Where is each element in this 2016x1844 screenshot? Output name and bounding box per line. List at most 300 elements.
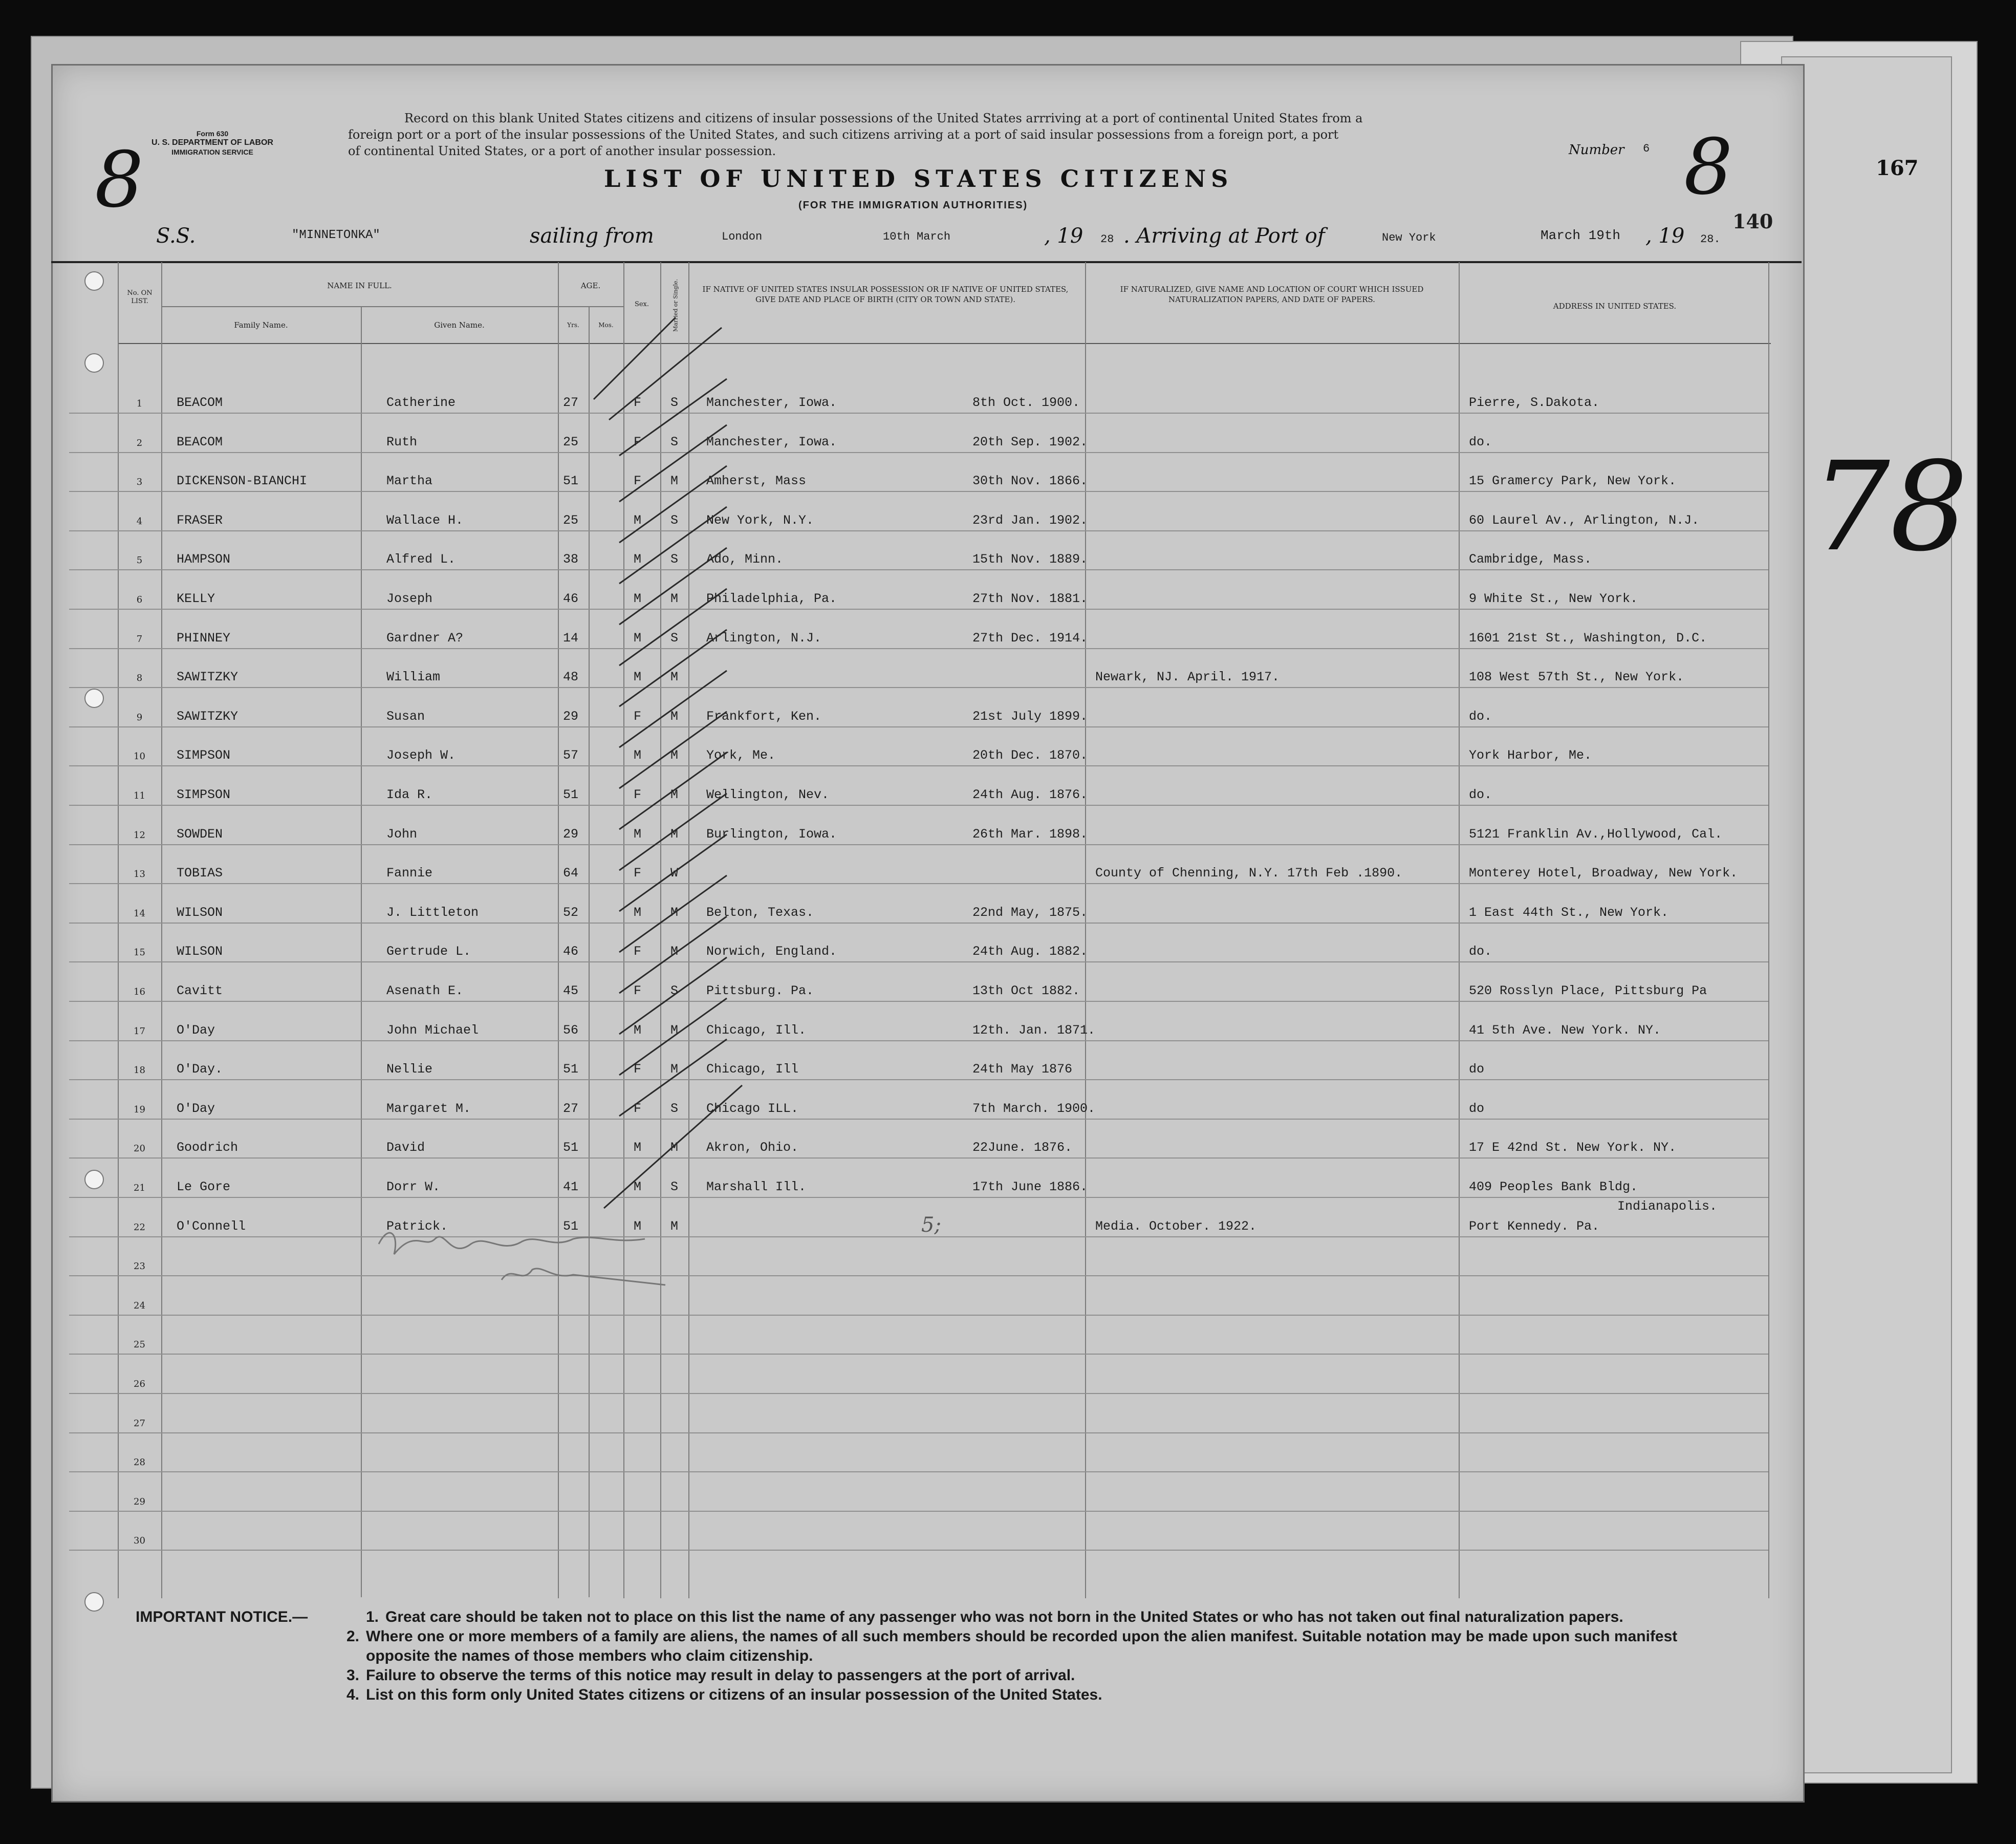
cell-no: 25	[134, 1339, 145, 1350]
notice-heading: IMPORTANT NOTICE.—	[136, 1609, 308, 1625]
cell-sex: M	[634, 748, 642, 763]
cell-no: 27	[134, 1418, 145, 1429]
cell-ms: M	[670, 1062, 679, 1077]
cell-given: Margaret M.	[386, 1101, 471, 1116]
cell-birth-date: 17th June 1886.	[972, 1180, 1088, 1194]
table-top-rule	[51, 261, 1802, 263]
check-stroke	[619, 834, 727, 911]
row-rule	[69, 1040, 1768, 1041]
row-rule	[69, 530, 1768, 531]
form-number: Form 630	[196, 130, 229, 138]
row-rule	[69, 687, 1768, 688]
cell-no: 29	[134, 1496, 145, 1507]
cell-address: 17 E 42nd St. New York. NY.	[1469, 1140, 1677, 1155]
cell-birth-date: 20th Dec. 1870.	[972, 748, 1088, 763]
cell-no: 6	[136, 594, 143, 605]
row-rule	[69, 1511, 1768, 1512]
cell-address: 409 Peoples Bank Bldg.	[1469, 1180, 1638, 1194]
cell-naturalized: Media. October. 1922.	[1095, 1219, 1257, 1234]
check-marks	[589, 287, 776, 1234]
cell-ms: S	[670, 1180, 679, 1194]
row-rule	[69, 726, 1768, 727]
cell-family: TOBIAS	[177, 866, 223, 881]
cell-birth-place: Chicago ILL.	[706, 1101, 799, 1116]
cell-no: 28	[134, 1457, 145, 1468]
cell-given: Gertrude L.	[386, 944, 471, 959]
cell-ms: M	[670, 1140, 679, 1155]
cell-yrs: 25	[563, 435, 579, 449]
header-mos: Mos.	[598, 321, 614, 329]
cell-family: SOWDEN	[177, 827, 223, 842]
row-rule	[69, 765, 1768, 766]
cell-yrs: 51	[563, 1140, 579, 1155]
row-rule	[69, 1119, 1768, 1120]
department: U. S. DEPARTMENT OF LABOR	[151, 138, 273, 147]
cell-family: PHINNEY	[177, 631, 231, 646]
cell-sex: F	[634, 866, 642, 881]
cell-birth-place: Pittsburg. Pa.	[706, 983, 814, 998]
cell-ms: M	[670, 474, 679, 488]
cell-given: Gardner A?	[386, 631, 464, 646]
header-sex: Sex.	[634, 301, 649, 308]
row-rule	[69, 1157, 1768, 1159]
cell-sex: M	[634, 552, 642, 567]
cell-yrs: 57	[563, 748, 579, 763]
cell-given: Asenath E.	[386, 983, 464, 998]
cell-ms: S	[670, 435, 679, 449]
sailing-label: sailing from	[530, 224, 654, 248]
year-prefix-arrival: , 19	[1645, 224, 1685, 248]
col-rule	[161, 262, 162, 1598]
row-rule	[69, 805, 1768, 806]
cell-given: Fannie	[386, 866, 433, 881]
cell-given: John	[386, 827, 418, 842]
cell-sex: F	[634, 983, 642, 998]
cell-no: 8	[136, 673, 143, 683]
check-stroke	[619, 712, 727, 788]
notice-number: 1.	[366, 1609, 379, 1625]
cell-yrs: 29	[563, 827, 579, 842]
ship-name: "MINNETONKA"	[292, 228, 380, 242]
cell-no: 30	[134, 1535, 145, 1546]
cell-given: Dorr W.	[386, 1180, 441, 1194]
from-port: London	[722, 230, 763, 243]
ss-label: S.S.	[156, 224, 196, 248]
punch-hole	[84, 1592, 104, 1612]
check-stroke	[619, 916, 727, 993]
row-rule	[69, 844, 1768, 845]
cell-no: 26	[134, 1379, 145, 1389]
cell-sex: M	[634, 670, 642, 684]
cell-address: Port Kennedy. Pa.	[1469, 1219, 1600, 1234]
cell-no: 20	[134, 1143, 145, 1154]
arrival-port: New York	[1382, 231, 1436, 244]
cell-no: 4	[136, 516, 143, 527]
cell-no: 3	[136, 477, 143, 487]
table-header-rule	[118, 343, 1771, 344]
punch-hole	[84, 353, 104, 373]
cell-given: Nellie	[386, 1062, 433, 1077]
cell-address: do.	[1469, 787, 1492, 802]
cell-given: David	[386, 1140, 425, 1155]
cell-family: KELLY	[177, 591, 215, 606]
cell-given: Patrick.	[386, 1219, 448, 1234]
cell-birth-date: 24th May 1876	[972, 1062, 1073, 1077]
cell-ms: W	[670, 866, 679, 881]
depart-date: 10th March	[883, 230, 951, 243]
punch-hole	[84, 271, 104, 291]
cell-address: do.	[1469, 435, 1492, 449]
check-stroke	[619, 1039, 727, 1116]
cell-birth-place: Frankfort, Ken.	[706, 709, 822, 724]
cell-no: 16	[134, 987, 145, 997]
cell-ms: S	[670, 513, 679, 528]
cell-address: do.	[1469, 709, 1492, 724]
cell-address: do	[1469, 1101, 1485, 1116]
cell-no: 13	[134, 869, 145, 880]
year-prefix: , 19	[1044, 224, 1083, 248]
cell-address: 108 West 57th St., New York.	[1469, 670, 1684, 684]
cell-family: WILSON	[177, 944, 223, 959]
check-stroke	[619, 998, 727, 1075]
cell-birth-place: Chicago, Ill.	[706, 1023, 807, 1038]
check-stroke	[619, 507, 727, 584]
intro-line: foreign port or a port of the insular possessions of the United States, and such citizens arriving at a port of said insular possessions from a foreign port, a port	[348, 127, 1339, 142]
cell-birth-date: 15th Nov. 1889.	[972, 552, 1088, 567]
cell-birth-date: 8th Oct. 1900.	[972, 395, 1080, 410]
cell-yrs: 46	[563, 591, 579, 606]
number-value: 6	[1643, 142, 1650, 155]
row-rule	[69, 1315, 1768, 1316]
cell-family: O'Day.	[177, 1062, 223, 1077]
notice-item: List on this form only United States citizens or citizens of an insular possession of the United States.	[366, 1686, 1102, 1703]
cell-no: 7	[136, 634, 143, 645]
check-stroke	[619, 630, 727, 706]
cell-naturalized: Newark, NJ. April. 1917.	[1095, 670, 1280, 684]
intro-text	[348, 110, 1566, 159]
header-age: AGE.	[580, 281, 601, 290]
notice-number: 3.	[346, 1667, 360, 1684]
cell-no: 18	[134, 1065, 145, 1076]
arrival-year: 28.	[1700, 233, 1721, 246]
cell-family: SIMPSON	[177, 748, 231, 763]
cell-family: Cavitt	[177, 983, 223, 998]
cell-address: do	[1469, 1062, 1485, 1077]
handwritten-right-mark: 8	[1684, 123, 1733, 212]
cell-birth-date: 30th Nov. 1866.	[972, 474, 1088, 488]
cell-sex: M	[634, 591, 642, 606]
cell-yrs: 27	[563, 395, 579, 410]
cell-given: Alfred L.	[386, 552, 456, 567]
cell-family: SAWITZKY	[177, 709, 239, 724]
check-stroke	[619, 794, 727, 870]
cell-ms: M	[670, 591, 679, 606]
col-rule	[361, 307, 362, 1597]
cell-address: 41 5th Ave. New York. NY.	[1469, 1023, 1661, 1038]
cell-birth-place: Manchester, Iowa.	[706, 395, 837, 410]
cell-sex: M	[634, 827, 642, 842]
cell-birth-date: 26th Mar. 1898.	[972, 827, 1088, 842]
cell-sex: M	[634, 1219, 642, 1234]
cell-family: BEACOM	[177, 435, 223, 449]
cell-no: 22	[134, 1222, 145, 1233]
cell-sex: F	[634, 709, 642, 724]
handwritten-left-mark: 8	[95, 136, 144, 225]
service: IMMIGRATION SERVICE	[171, 148, 253, 156]
scribble-mark: 5;	[921, 1213, 941, 1237]
signature-scribble	[368, 1213, 679, 1305]
page-subtitle: (FOR THE IMMIGRATION AUTHORITIES)	[798, 200, 1028, 211]
header-address: ADDRESS IN UNITED STATES.	[1553, 302, 1677, 311]
row-rule	[69, 1550, 1768, 1551]
cell-address: York Harbor, Me.	[1469, 748, 1592, 763]
cell-naturalized: County of Chenning, N.Y. 17th Feb .1890.	[1095, 866, 1403, 881]
check-stroke	[619, 548, 727, 625]
cell-family: DICKENSON-BIANCHI	[177, 474, 308, 488]
cell-no: 17	[134, 1026, 145, 1037]
cell-address: 5121 Franklin Av.,Hollywood, Cal.	[1469, 827, 1723, 842]
row-rule	[69, 1275, 1768, 1276]
row-rule	[69, 1393, 1768, 1394]
notice-item: Where one or more members of a family are aliens, the names of all such members should be recorded upon the alien manifest. Suitable notation may be made upon such manifest opposite the names of those members who claim citizenship.	[366, 1628, 1678, 1664]
list-number: 140	[1732, 210, 1773, 233]
cell-family: O'Connell	[177, 1219, 246, 1234]
arrival-date: March 19th	[1541, 228, 1621, 243]
col-rule	[558, 262, 559, 1598]
cell-birth-place: Norwich, England.	[706, 944, 837, 959]
row-rule	[69, 883, 1768, 884]
check-stroke	[619, 753, 727, 829]
cell-yrs: 14	[563, 631, 579, 646]
cell-birth-place: York, Me.	[706, 748, 776, 763]
cell-birth-place: Arlington, N.J.	[706, 631, 822, 646]
cell-ms: M	[670, 1023, 679, 1038]
check-stroke	[619, 466, 727, 543]
cell-sex: M	[634, 905, 642, 920]
cell-family: SIMPSON	[177, 787, 231, 802]
cell-family: O'Day	[177, 1101, 215, 1116]
cell-yrs: 51	[563, 1062, 579, 1077]
cell-sex: F	[634, 944, 642, 959]
back-sheet	[1781, 56, 1952, 1773]
cell-family: WILSON	[177, 905, 223, 920]
cell-birth-date: 13th Oct 1882.	[972, 983, 1080, 998]
check-stroke	[619, 379, 727, 456]
cell-address: 60 Laurel Av., Arlington, N.J.	[1469, 513, 1700, 528]
cell-ms: M	[670, 670, 679, 684]
notice-number: 2.	[346, 1628, 360, 1645]
cell-address: Cambridge, Mass.	[1469, 552, 1592, 567]
cell-address: 520 Rosslyn Place, Pittsburg Pa	[1469, 983, 1707, 998]
row-rule	[69, 961, 1768, 962]
cell-ms: S	[670, 395, 679, 410]
check-stroke	[619, 589, 727, 666]
cell-ms: S	[670, 1101, 679, 1116]
cell-no: 11	[134, 790, 145, 801]
cell-no: 9	[136, 712, 143, 723]
cell-yrs: 25	[563, 513, 579, 528]
cell-sex: F	[634, 787, 642, 802]
cell-address: Pierre, S.Dakota.	[1469, 395, 1600, 410]
row-rule	[69, 1471, 1768, 1472]
row-rule	[69, 1079, 1768, 1080]
cell-yrs: 51	[563, 474, 579, 488]
cell-family: O'Day	[177, 1023, 215, 1038]
header-naturalized: IF NATURALIZED, GIVE NAME AND LOCATION OF COURT WHICH ISSUED NATURALIZATION PAPERS, AND DATE OF PAPERS.	[1120, 285, 1424, 304]
page-title: LIST OF UNITED STATES CITIZENS	[604, 165, 1233, 192]
cell-birth-place: Philadelphia, Pa.	[706, 591, 837, 606]
cell-given: Joseph	[386, 591, 433, 606]
cell-birth-date: 27th Nov. 1881.	[972, 591, 1088, 606]
cell-yrs: 46	[563, 944, 579, 959]
cell-sex: M	[634, 1140, 642, 1155]
cell-birth-place: Manchester, Iowa.	[706, 435, 837, 449]
check-stroke	[619, 957, 727, 1034]
cell-address: 9 White St., New York.	[1469, 591, 1638, 606]
cell-given: Susan	[386, 709, 425, 724]
header-birth: IF NATIVE OF UNITED STATES INSULAR POSSESSION OR IF NATIVE OF UNITED STATES, GIVE DATE AND PLACE OF BIRTH (CITY OR TOWN AND STATE).	[702, 285, 1069, 304]
cell-birth-place: New York, N.Y.	[706, 513, 814, 528]
header-yrs: Yrs.	[567, 321, 579, 329]
cell-yrs: 51	[563, 1219, 579, 1234]
cell-given: John Michael	[386, 1023, 479, 1038]
cell-birth-place: Marshall Ill.	[706, 1180, 807, 1194]
cell-given: Martha	[386, 474, 433, 488]
arriving-label: . Arriving at Port of	[1123, 224, 1325, 248]
cell-sex: F	[634, 1062, 642, 1077]
cell-address: do.	[1469, 944, 1492, 959]
cell-ms: S	[670, 552, 679, 567]
cell-given: Wallace H.	[386, 513, 464, 528]
cell-yrs: 56	[563, 1023, 579, 1038]
cell-no: 2	[136, 438, 143, 448]
cell-yrs: 48	[563, 670, 579, 684]
row-rule	[69, 1354, 1768, 1355]
punch-hole	[84, 689, 104, 708]
cell-yrs: 51	[563, 787, 579, 802]
cell-family: FRASER	[177, 513, 223, 528]
cell-address: 1601 21st St., Washington, D.C.	[1469, 631, 1707, 646]
cell-sex: F	[634, 1101, 642, 1116]
cell-birth-place: Burlington, Iowa.	[706, 827, 837, 842]
notice-item: Failure to observe the terms of this notice may result in delay to passengers at the port of arrival.	[366, 1667, 1075, 1684]
row-rule	[69, 1432, 1768, 1433]
header-marital: Married or Single.	[672, 279, 679, 332]
row-rule	[69, 413, 1768, 414]
cell-sex: M	[634, 631, 642, 646]
col-rule	[1459, 262, 1460, 1598]
header-name-in-full: NAME IN FULL.	[327, 281, 392, 290]
address-continuation: Indianapolis.	[1617, 1199, 1718, 1214]
depart-year: 28	[1100, 233, 1114, 246]
cell-birth-date: 12th. Jan. 1871.	[972, 1023, 1096, 1038]
cell-ms: M	[670, 827, 679, 842]
cell-birth-date: 20th Sep. 1902.	[972, 435, 1088, 449]
cell-yrs: 52	[563, 905, 579, 920]
cell-no: 21	[134, 1183, 145, 1193]
cell-given: Joseph W.	[386, 748, 456, 763]
check-stroke	[619, 875, 727, 952]
cell-ms: M	[670, 709, 679, 724]
cell-address: Monterey Hotel, Broadway, New York.	[1469, 866, 1738, 881]
row-rule	[69, 452, 1768, 453]
cell-yrs: 64	[563, 866, 579, 881]
cell-birth-place: Chicago, Ill	[706, 1062, 799, 1077]
page-number: 167	[1876, 156, 1919, 180]
intro-line: of continental United States, or a port of another insular possession.	[348, 144, 776, 158]
cell-yrs: 45	[563, 983, 579, 998]
cell-birth-place: Ado, Minn.	[706, 552, 784, 567]
row-rule	[69, 1001, 1768, 1002]
intro-line: Record on this blank United States citizens and citizens of insular possessions of the United States arrriving at a port of continental United States from a	[404, 111, 1363, 125]
number-label: Number	[1569, 142, 1624, 158]
cell-no: 1	[136, 398, 143, 409]
row-rule	[69, 1236, 1768, 1237]
cell-yrs: 27	[563, 1101, 579, 1116]
cell-sex: F	[634, 435, 642, 449]
cell-family: Le Gore	[177, 1180, 231, 1194]
cell-no: 23	[134, 1261, 145, 1272]
cell-birth-date: 24th Aug. 1882.	[972, 944, 1088, 959]
name-header-rule	[161, 306, 558, 307]
cell-birth-place: Wellington, Nev.	[706, 787, 830, 802]
cell-sex: M	[634, 513, 642, 528]
cell-given: Ruth	[386, 435, 418, 449]
check-stroke	[604, 1085, 742, 1208]
cell-no: 24	[134, 1300, 145, 1311]
col-rule	[118, 262, 119, 1598]
cell-given: Catherine	[386, 395, 456, 410]
col-rule	[1085, 262, 1086, 1598]
cell-ms: M	[670, 1219, 679, 1234]
form-id-block	[115, 129, 310, 157]
row-rule	[69, 648, 1768, 649]
cell-birth-date: 22June. 1876.	[972, 1140, 1073, 1155]
cell-birth-date: 22nd May, 1875.	[972, 905, 1088, 920]
punch-hole	[84, 1170, 104, 1189]
cell-family: BEACOM	[177, 395, 223, 410]
cell-no: 15	[134, 947, 145, 958]
cell-ms: M	[670, 787, 679, 802]
header-given-name: Given Name.	[434, 320, 485, 330]
cell-sex: M	[634, 1180, 642, 1194]
margin-handwritten-mark: 78	[1812, 435, 1968, 578]
row-rule	[69, 491, 1768, 492]
cell-address: 1 East 44th St., New York.	[1469, 905, 1669, 920]
cell-birth-date: 7th March. 1900.	[972, 1101, 1096, 1116]
check-stroke	[619, 671, 727, 747]
header-no: No. ON LIST.	[127, 289, 153, 305]
cell-no: 5	[136, 555, 143, 566]
cell-family: SAWITZKY	[177, 670, 239, 684]
cell-birth-date: 27th Dec. 1914.	[972, 631, 1088, 646]
col-rule	[1768, 262, 1769, 1598]
cell-no: 14	[134, 908, 145, 919]
check-stroke	[594, 317, 676, 399]
check-stroke	[619, 425, 727, 502]
cell-sex: F	[634, 395, 642, 410]
important-notice	[136, 1607, 1722, 1705]
cell-yrs: 38	[563, 552, 579, 567]
cell-sex: M	[634, 1023, 642, 1038]
cell-family: HAMPSON	[177, 552, 231, 567]
cell-family: Goodrich	[177, 1140, 239, 1155]
row-rule	[69, 569, 1768, 570]
header-family-name: Family Name.	[234, 320, 288, 330]
cell-birth-place: Belton, Texas.	[706, 905, 814, 920]
row-rule	[69, 923, 1768, 924]
cell-given: Ida R.	[386, 787, 433, 802]
